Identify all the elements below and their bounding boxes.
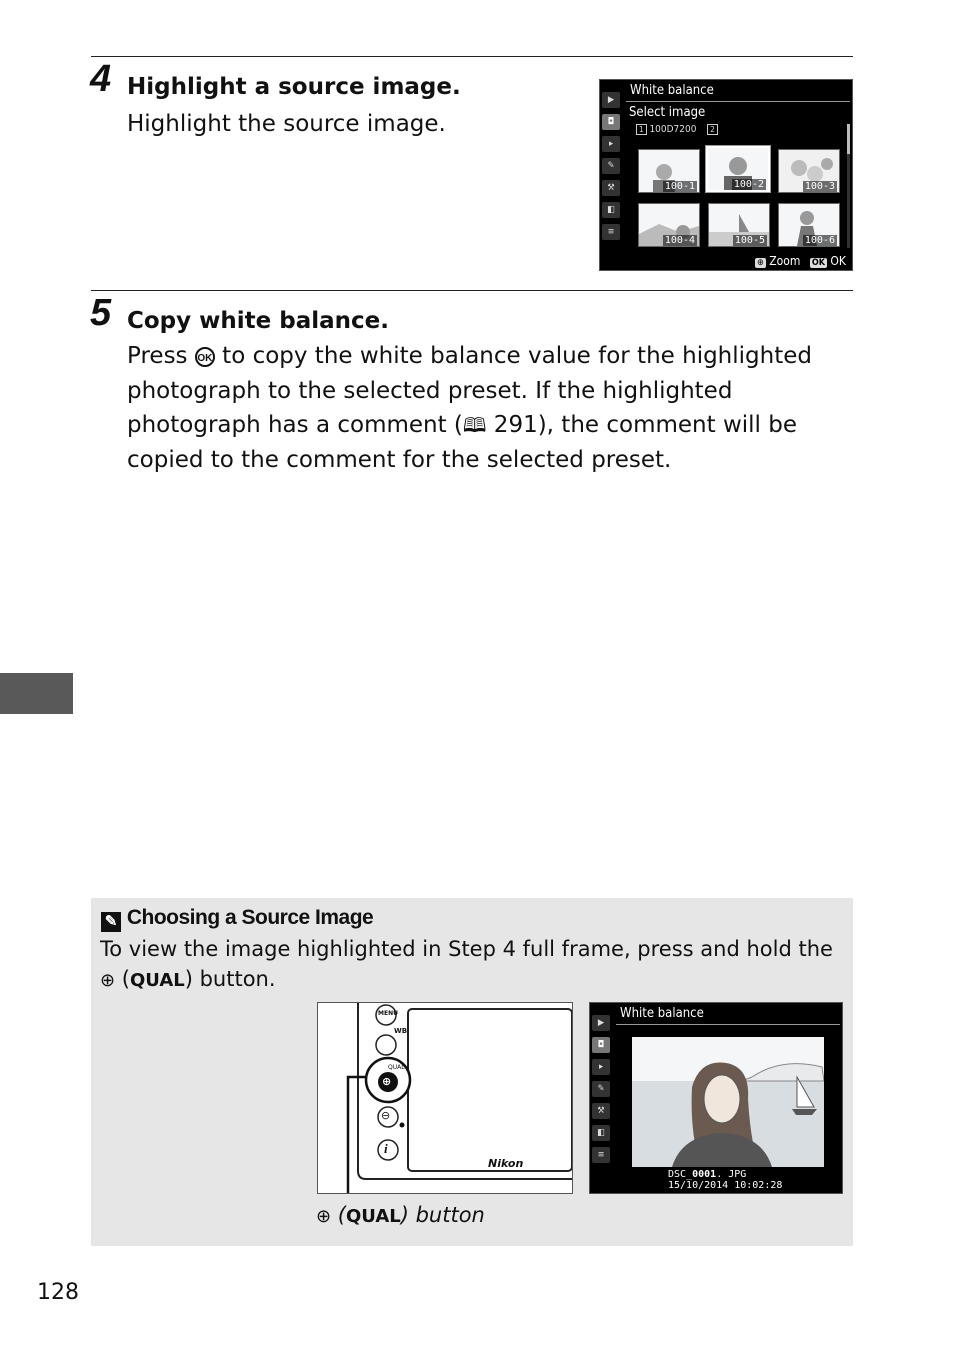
datetime: 15/10/2014 10:02:28 [668,1180,783,1191]
camera-screen-full-frame [589,1002,843,1194]
step-5-line-3 [127,408,857,443]
caption-paren-open: ( [331,1203,346,1227]
card-slot-2-icon: 2 [707,124,718,135]
tip-heading [101,906,373,932]
top-rule [91,56,853,57]
scrollbar[interactable] [847,124,850,248]
camera-back-illustration [317,1002,573,1194]
screen-title-rule [626,101,850,102]
recent-icon: ≡ [602,224,620,240]
camera-icon: ◘ [602,114,620,130]
tip-line-2 [100,964,850,996]
ok-button-icon: OK [195,347,215,367]
pencil-note-icon: ✎ [101,912,121,932]
scrollbar-thumb[interactable] [847,124,850,154]
side-menu-icons [592,1015,612,1169]
text-page-ref: 291), the comment will be [486,412,797,438]
full-frame-photo [632,1037,824,1167]
step-5-line-4: copied to the comment for the selected preset. [127,446,672,473]
folder-row [636,124,718,135]
tip-text [100,934,850,996]
filename-row [668,1169,782,1180]
filename-number: 0001 [692,1169,717,1180]
filename-ext: . JPG [716,1169,747,1180]
text-press: Press [127,343,188,369]
ok-label: OK [830,254,846,268]
camera-back-drawing [318,1003,572,1193]
paren-close: ) button. [184,967,276,991]
step-5-body [127,339,857,477]
wrench-icon: ⚒ [592,1103,610,1119]
thumb-label: 100-6 [804,235,835,246]
tip-box [91,898,853,1246]
thumbnail-selected[interactable] [706,146,770,192]
zoom-out-button-icon: ⊖ [381,1109,391,1122]
middle-rule [91,290,853,291]
qual-label: QUAL [129,970,185,991]
thumbnail[interactable] [778,149,840,193]
camera-screen-select-image [599,79,853,271]
step-4-number: 4 [90,58,112,100]
thumb-label: 100-2 [733,179,764,190]
step-4-body: Highlight the source image. [127,111,446,137]
page-number: 128 [37,1280,79,1305]
thumbnail[interactable] [778,203,840,247]
zoom-label: Zoom [769,254,801,268]
wrench-icon: ⚒ [602,180,620,196]
thumbnail[interactable] [708,203,770,247]
magnify-plus-icon: ⊕ [316,1206,332,1227]
magnify-plus-icon: ⊕ [100,970,116,991]
caption-button-text: ) button [400,1203,485,1227]
paren-open: ( [115,967,130,991]
screen-title: White balance [630,83,714,98]
step-5-title: Copy white balance. [127,308,389,334]
section-tab [0,673,73,714]
text-copy-wb: to copy the white balance value for the highlighted [222,343,812,369]
retouch-icon: ◧ [592,1125,610,1141]
step-5-line-1 [127,339,857,374]
zoom-in-button-icon: ⊕ [382,1075,392,1088]
page-reference-icon: 🕮 [462,413,487,437]
qual-button-label: QUAL [388,1064,405,1071]
thumb-label: 100-4 [664,235,695,246]
step-4-title: Highlight a source image. [127,74,461,100]
filename-prefix: DSC_ [668,1169,693,1180]
photo-info [668,1169,782,1191]
camera-icon: ◘ [592,1037,610,1053]
ok-icon: OK [811,258,825,268]
caption-qual: QUAL [345,1206,401,1227]
text-comment: photograph has a comment ( [127,412,463,438]
qual-button-caption [316,1203,485,1227]
side-menu-icons [602,92,622,246]
step-5-number: 5 [90,292,112,334]
tip-line-1: To view the image highlighted in Step 4 full frame, press and hold the [100,937,833,961]
folder-name: 100D7200 [649,124,697,135]
tip-title: Choosing a Source Image [126,906,374,929]
bottom-hints [755,254,846,268]
playback-menu-icon: ▶ [592,1015,610,1031]
retouch-icon: ◧ [602,202,620,218]
thumb-label: 100-3 [804,181,835,192]
pencil-icon: ✎ [602,158,620,174]
movie-icon: ▸ [602,136,620,152]
thumbnail[interactable] [638,149,700,193]
menu-button-label: MENU [378,1010,398,1017]
thumbnail[interactable] [638,203,700,247]
portrait-photo [632,1037,824,1167]
card-slot-icon: 1 [636,124,647,135]
screen-title: White balance [620,1006,704,1021]
zoom-icon: ⊕ [757,258,764,268]
thumb-label: 100-5 [734,235,765,246]
wb-button-label: WB [394,1027,408,1035]
thumb-label: 100-1 [664,181,695,192]
recent-icon: ≡ [592,1147,610,1163]
brand-logo: Nikon [488,1157,524,1170]
screen-title-rule [616,1024,840,1025]
playback-menu-icon: ▶ [602,92,620,108]
screen-subtitle: Select image [629,105,706,120]
movie-icon: ▸ [592,1059,610,1075]
pencil-icon: ✎ [592,1081,610,1097]
step-5-line-2: photograph to the selected preset. If the highlighted [127,377,733,404]
info-button-icon: i [384,1141,388,1156]
